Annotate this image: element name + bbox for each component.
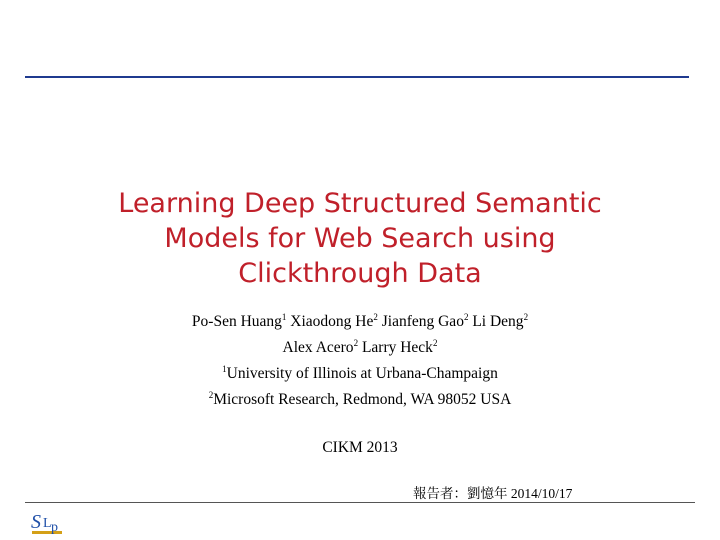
author-name: Alex Acero [282, 339, 354, 356]
affiliation-mark: 2 [208, 389, 214, 400]
author-name: Xiaodong He [290, 313, 374, 330]
conference-name: CIKM 2013 [322, 439, 398, 456]
author-name: Po-Sen Huang [191, 313, 282, 330]
author-name: Li Deng [472, 313, 524, 330]
author-name: Jianfeng Gao [381, 313, 464, 330]
author-affiliation-mark: 2 [523, 311, 529, 322]
affiliation-line-1 [60, 361, 660, 387]
author-name: Larry Heck [361, 339, 433, 356]
reporter-info: 報告者：劉憶年 2014/10/17 [413, 486, 573, 501]
author-affiliation-mark: 2 [353, 337, 359, 348]
title-line-2: Models for Web Search using [164, 223, 556, 255]
title-line-3: Clickthrough Data [238, 258, 482, 290]
title-line-1: Learning Deep Structured Semantic [118, 188, 602, 220]
author-block [60, 309, 660, 413]
author-affiliation-mark: 2 [373, 311, 378, 322]
affiliation-line-2 [60, 387, 660, 413]
bottom-divider [25, 502, 695, 503]
author-affiliation-mark: 2 [432, 337, 438, 348]
top-divider [25, 76, 689, 78]
affiliation-text: Microsoft Research, Redmond, WA 98052 USA [213, 391, 512, 408]
svg-text:p: p [51, 520, 58, 535]
author-affiliation-mark: 2 [463, 311, 469, 322]
affiliation-text: University of Illinois at Urbana-Champaign [226, 365, 498, 382]
slide-title [60, 186, 660, 291]
affiliation-mark: 1 [222, 363, 227, 374]
author-line-2 [60, 335, 660, 361]
author-affiliation-mark: 1 [281, 311, 287, 322]
svg-text:S: S [31, 511, 41, 533]
svg-text:L: L [43, 516, 52, 531]
author-line-1 [60, 309, 660, 335]
slp-logo-icon [30, 505, 64, 537]
